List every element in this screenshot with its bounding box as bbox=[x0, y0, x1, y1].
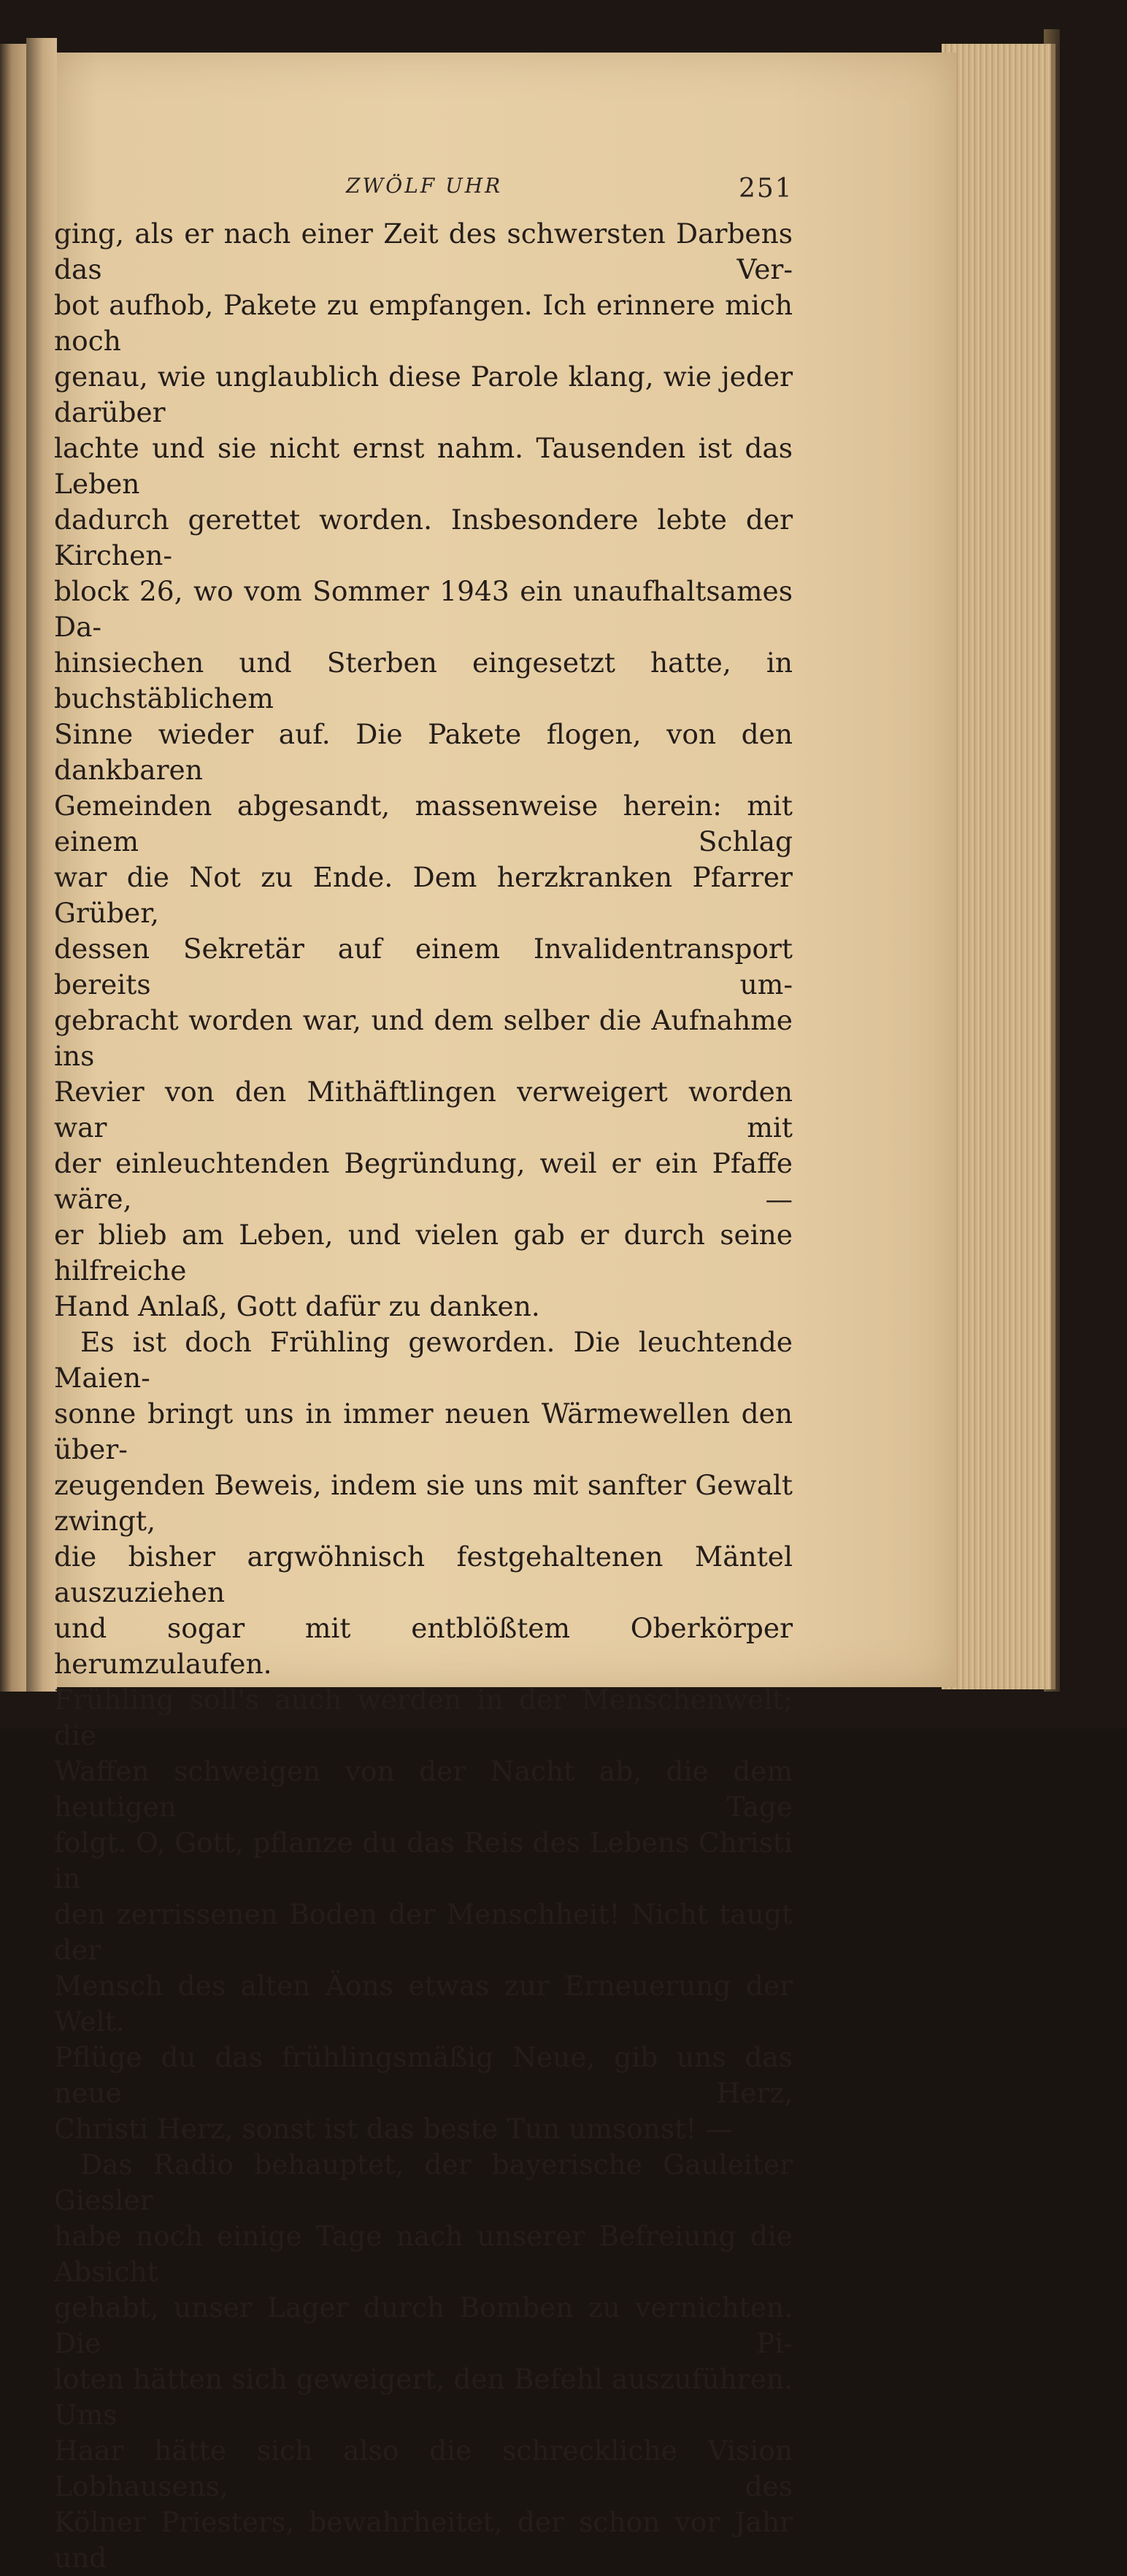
body-text bbox=[54, 216, 793, 2576]
text-line: Frühling soll's auch werden in der Menschenwelt; die bbox=[54, 1684, 793, 1751]
text-line: ging, als er nach einer Zeit des schwersten Darbens das Ver- bbox=[54, 217, 793, 285]
text-line: zeugenden Beweis, indem sie uns mit sanfter Gewalt zwingt, bbox=[54, 1469, 793, 1537]
text-line: lachte und sie nicht ernst nahm. Tausenden ist das Leben bbox=[54, 432, 793, 500]
text-line: Es ist doch Frühling geworden. Die leuchtende Maien- bbox=[54, 1326, 793, 1394]
text-line: sonne bringt uns in immer neuen Wärmewellen den über- bbox=[54, 1397, 793, 1465]
text-line: dessen Sekretär auf einem Invalidentransport bereits um- bbox=[54, 933, 793, 1000]
facing-page-edge bbox=[0, 44, 29, 1700]
text-line: der einleuchtenden Begründung, weil er ein Pfaffe wäre, — bbox=[54, 1147, 793, 1215]
text-line: Mensch des alten Äons etwas zur Erneuerung der Welt. bbox=[54, 1970, 793, 2037]
text-line: hinsiechen und Sterben eingesetzt hatte, in buchstäblichem bbox=[54, 647, 793, 714]
page-stack-edge bbox=[942, 44, 1055, 1689]
text-line: genau, wie unglaublich diese Parole klang, wie jeder darüber bbox=[54, 360, 793, 428]
text-line: Christi Herz, sonst ist das beste Tun umsonst! — bbox=[54, 2113, 733, 2145]
text-line: gehabt, unser Lager durch Bomben zu vernichten. Die Pi- bbox=[54, 2291, 793, 2359]
text-line: Waffen schweigen von der Nacht ab, die dem heutigen Tage bbox=[54, 1755, 793, 1823]
text-line: war die Not zu Ende. Dem herzkranken Pfarrer Grüber, bbox=[54, 861, 793, 929]
text-line: er blieb am Leben, und vielen gab er durch seine hilfreiche bbox=[54, 1219, 793, 1287]
running-head: ZWÖLF UHR bbox=[346, 174, 503, 198]
text-line: Revier von den Mithäftlingen verweigert worden war mit bbox=[54, 1076, 793, 1144]
text-line: dadurch gerettet worden. Insbesondere lebte der Kirchen- bbox=[54, 504, 793, 571]
text-line: Das Radio behauptet, der bayerische Gauleiter Giesler bbox=[54, 2148, 793, 2216]
text-line: gebracht worden war, und dem selber die Aufnahme ins bbox=[54, 1004, 793, 1072]
text-line: Hand Anlaß, Gott dafür zu danken. bbox=[54, 1290, 540, 1322]
text-line: den zerrissenen Boden der Menschheit! Nicht taugt der bbox=[54, 1898, 793, 1966]
text-line: loten hätten sich geweigert, den Befehl auszuführen. Ums bbox=[54, 2363, 793, 2431]
text-line: Sinne wieder auf. Die Pakete flogen, von den dankbaren bbox=[54, 718, 793, 786]
text-line: Pflüge du das frühlingsmäßig Neue, gib uns das neue Herz, bbox=[54, 2041, 793, 2109]
page-number: 251 bbox=[739, 174, 793, 204]
text-line: block 26, wo vom Sommer 1943 ein unaufhaltsames Da- bbox=[54, 575, 793, 643]
text-line: habe noch einige Tage nach unserer Befreiung die Absicht bbox=[54, 2220, 793, 2288]
text-line: Gemeinden abgesandt, massenweise herein: mit einem Schlag bbox=[54, 790, 793, 857]
text-line: folgt. O, Gott, pflanze du das Reis des Lebens Christi in bbox=[54, 1827, 793, 1894]
text-line: Kölner Priesters, bewahrheitet, der schon vor Jahr und bbox=[54, 2506, 793, 2574]
text-line: Haar hätte sich also die schreckliche Vision Lobhausens, des bbox=[54, 2434, 793, 2502]
book-gutter bbox=[26, 38, 57, 1709]
text-line: und sogar mit entblößtem Oberkörper herumzulaufen. bbox=[54, 1612, 793, 1680]
text-line: bot aufhob, Pakete zu empfangen. Ich erinnere mich noch bbox=[54, 289, 793, 357]
text-line: die bisher argwöhnisch festgehaltenen Mäntel auszuziehen bbox=[54, 1540, 793, 1608]
